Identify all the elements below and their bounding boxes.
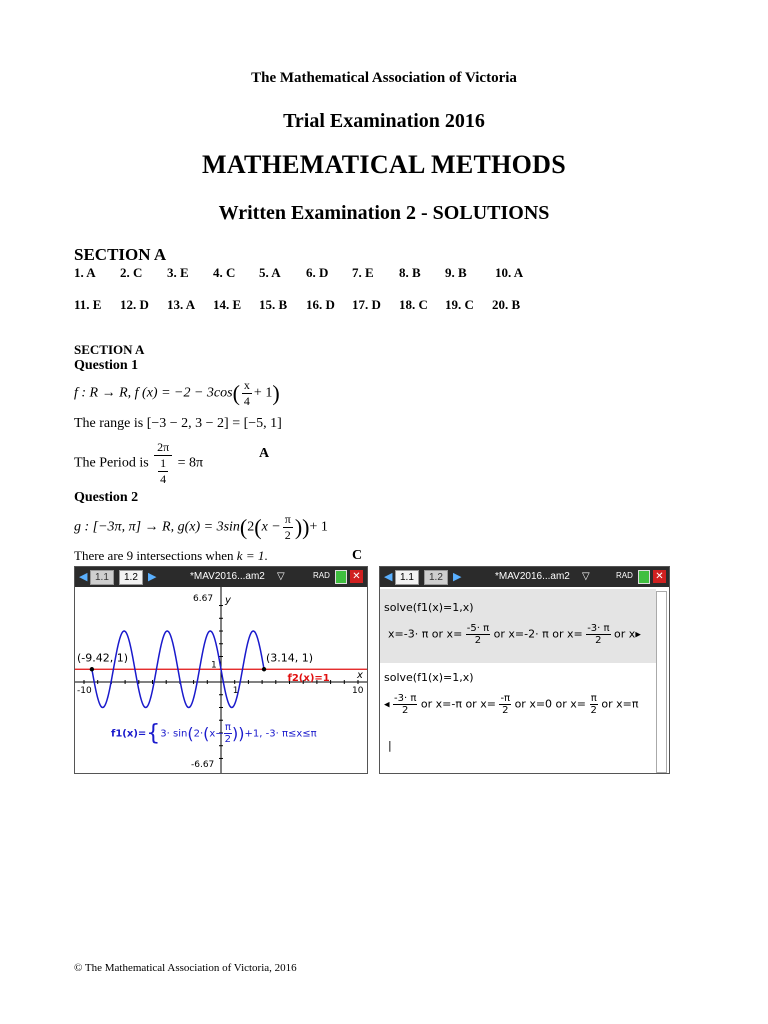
k-value: k = 1 — [236, 548, 265, 563]
question-1-function: f : R → R, f (x) = −2 − 3cos( $\frac{x}{4}$ + 1) — [74, 378, 280, 408]
period-den-den: 4 — [160, 472, 167, 486]
f1-tail: +1, -3· π≤x≤π — [244, 728, 317, 740]
f1-body-a: 3· sin — [160, 728, 188, 740]
mode-indicator: RAD — [616, 571, 633, 580]
q1-func-tail: + 1 — [253, 385, 273, 401]
range-value: [−3 − 2, 3 − 2] = [−5, 1] — [146, 416, 282, 431]
cas-command-2[interactable]: solve(f1(x)=1,x) — [384, 671, 474, 684]
x-one-label: 1 — [232, 686, 239, 696]
y-one-label: 1 — [211, 660, 217, 671]
point-right-marker — [262, 667, 266, 671]
period-den — [154, 456, 172, 487]
answer-item: 18. C — [399, 297, 428, 312]
res2-frac-3 — [590, 693, 598, 716]
y-axis-label: y — [225, 595, 231, 606]
answer-item: 8. B — [399, 265, 421, 280]
res2-frac-3-den: 2 — [590, 705, 597, 716]
question-1-answer: A — [259, 446, 270, 461]
back-arrow-icon[interactable]: ◀ — [384, 571, 393, 583]
exam-title: Trial Examination 2016 — [283, 110, 485, 132]
q2-fraction — [283, 512, 293, 543]
point-right-label: (3.14, 1) — [266, 651, 314, 665]
answer-item: 19. C — [445, 297, 474, 312]
answer-item: 7. E — [352, 265, 374, 280]
answer-item: 9. B — [445, 265, 467, 280]
period-mark: . — [264, 548, 268, 563]
mode-indicator: RAD — [313, 571, 330, 580]
period-value: = 8π — [177, 455, 204, 471]
point-left-marker — [90, 667, 94, 671]
res2-frac-2-den: 2 — [502, 705, 509, 716]
answer-item: 15. B — [259, 297, 288, 312]
res1-frac-1 — [466, 623, 490, 646]
answer-item: 5. A — [259, 265, 281, 280]
f1-frac-num: π — [224, 722, 231, 733]
calculator-graph-screen — [74, 566, 368, 774]
x-min-label: -10 — [77, 686, 92, 696]
footer-copyright: © The Mathematical Association of Victoria, 2016 — [74, 962, 297, 974]
battery-icon — [335, 570, 347, 584]
res2-frac-3-num: π — [590, 693, 597, 704]
document-name: *MAV2016...am2 — [190, 571, 265, 582]
q1-frac-den: 4 — [243, 394, 250, 408]
res2-frac-2 — [499, 693, 511, 716]
cas-command-1[interactable]: solve(f1(x)=1,x) — [384, 601, 474, 614]
section-a-heading-2: SECTION A — [74, 342, 145, 357]
res2-c: or x=π — [601, 697, 639, 711]
res2-frac-1 — [393, 693, 417, 716]
f2-label: f2(x)=1 — [287, 673, 330, 684]
answer-item: 13. A — [167, 297, 196, 312]
res2-frac-2-num: -π — [500, 693, 511, 704]
tab-1-2[interactable]: 1.2 — [119, 570, 143, 585]
question-1-range — [74, 416, 282, 432]
res2-a: or x=-π or x= — [420, 697, 496, 711]
period-label: The Period is — [74, 455, 149, 471]
question-1-heading: Question 1 — [74, 358, 139, 373]
paper-title: Written Examination 2 - SOLUTIONS — [218, 202, 550, 224]
answer-item: 1. A — [74, 265, 96, 280]
cas-title-bar — [380, 567, 669, 587]
res1-b: or x=-2· π or x= — [493, 627, 583, 641]
more-left-icon: ◂ — [384, 697, 390, 711]
q1-frac-num: x — [243, 378, 250, 392]
forward-arrow-icon[interactable]: ▶ — [453, 571, 462, 583]
cas-result-2[interactable] — [384, 693, 639, 716]
q2-frac-num: π — [284, 512, 291, 526]
y-min-label: -6.67 — [191, 760, 215, 770]
tab-1-1[interactable]: 1.1 — [395, 570, 419, 585]
q2-inner: 2 — [247, 519, 255, 535]
period-fraction — [154, 440, 172, 487]
graph-title-bar — [75, 567, 367, 587]
q2-func-tail: + 1 — [309, 519, 328, 535]
answer-item: 12. D — [120, 297, 149, 312]
cas-result-1[interactable] — [388, 623, 641, 646]
scrollbar[interactable] — [656, 591, 667, 773]
f1-definition: f1(x)={3· sin(2·(x− $\frac{\pi}{2}$ ))+1, -3· π≤x≤π — [111, 721, 317, 746]
dropdown-icon[interactable]: ▽ — [582, 571, 590, 582]
tab-1-1[interactable]: 1.1 — [90, 570, 114, 585]
q2-func-x: x − — [261, 519, 281, 535]
period-num: 2π — [154, 440, 172, 456]
f1-body-b: 2· — [193, 728, 204, 740]
res1-c: or x — [614, 627, 636, 641]
x-max-label: 10 — [352, 686, 364, 696]
res1-a: x=-3· π or x= — [388, 627, 463, 641]
dropdown-icon[interactable]: ▽ — [277, 571, 285, 582]
res2-b: or x=0 or x= — [514, 697, 587, 711]
answer-item: 10. A — [495, 265, 524, 280]
res1-frac-2-den: 2 — [595, 635, 602, 646]
question-2-function: g : [−3π, π] → R, g(x) = 3sin(2(x − $\frac{\pi}{2}$ ))+ 1 — [74, 512, 328, 542]
range-label: The range is — [74, 416, 144, 431]
f1-fraction — [224, 722, 232, 745]
answer-item: 6. D — [306, 265, 329, 280]
f1-body-c: x− — [209, 728, 224, 740]
period-den-num: 1 — [160, 456, 167, 470]
answer-item: 20. B — [492, 297, 521, 312]
res2-frac-1-num: -3· π — [394, 693, 417, 704]
subject-title: MATHEMATICAL METHODS — [201, 150, 566, 179]
organisation-name: The Mathematical Association of Victoria — [251, 70, 517, 86]
answer-item: 3. E — [167, 265, 189, 280]
q2-frac-den: 2 — [284, 528, 291, 542]
answer-item: 11. E — [74, 297, 102, 312]
y-max-label: 6.67 — [193, 594, 214, 604]
question-2-intersections — [74, 548, 268, 564]
battery-icon — [638, 570, 650, 584]
tab-1-2[interactable]: 1.2 — [424, 570, 448, 585]
point-left-label: (-9.42, 1) — [77, 651, 129, 665]
back-arrow-icon[interactable]: ◀ — [79, 571, 88, 583]
close-icon[interactable]: ✕ — [653, 570, 666, 583]
q1-fraction — [242, 378, 252, 409]
section-a-heading: SECTION A — [74, 245, 167, 264]
answer-item: 14. E — [213, 297, 242, 312]
intersections-text: There are 9 intersections when — [74, 548, 234, 563]
question-1-period — [74, 440, 203, 487]
res1-frac-2 — [586, 623, 610, 646]
document-name: *MAV2016...am2 — [495, 571, 570, 582]
f1-prefix: f1(x)= — [111, 728, 147, 740]
more-right-icon: ▸ — [635, 627, 641, 641]
x-axis-label: x — [357, 670, 363, 681]
res2-frac-1-den: 2 — [402, 705, 409, 716]
close-icon[interactable]: ✕ — [350, 570, 363, 583]
res1-frac-1-num: -5· π — [466, 623, 490, 634]
question-2-answer: C — [352, 548, 363, 563]
cas-entry-cursor[interactable]: | — [388, 739, 392, 752]
answer-item: 17. D — [352, 297, 381, 312]
question-2-heading: Question 2 — [74, 490, 139, 505]
res1-frac-1-den: 2 — [474, 635, 482, 646]
q2-func-prefix: g : [−3π, π] → R, g(x) = 3sin — [74, 519, 240, 535]
answer-item: 2. C — [120, 265, 143, 280]
forward-arrow-icon[interactable]: ▶ — [148, 571, 157, 583]
f1-frac-den: 2 — [224, 734, 232, 745]
res1-frac-2-num: -3· π — [587, 623, 610, 634]
calculator-cas-screen — [379, 566, 670, 774]
answer-item: 16. D — [306, 297, 335, 312]
q1-func-prefix: f : R → R, f (x) = −2 − 3cos — [74, 385, 233, 401]
answer-item: 4. C — [213, 265, 236, 280]
